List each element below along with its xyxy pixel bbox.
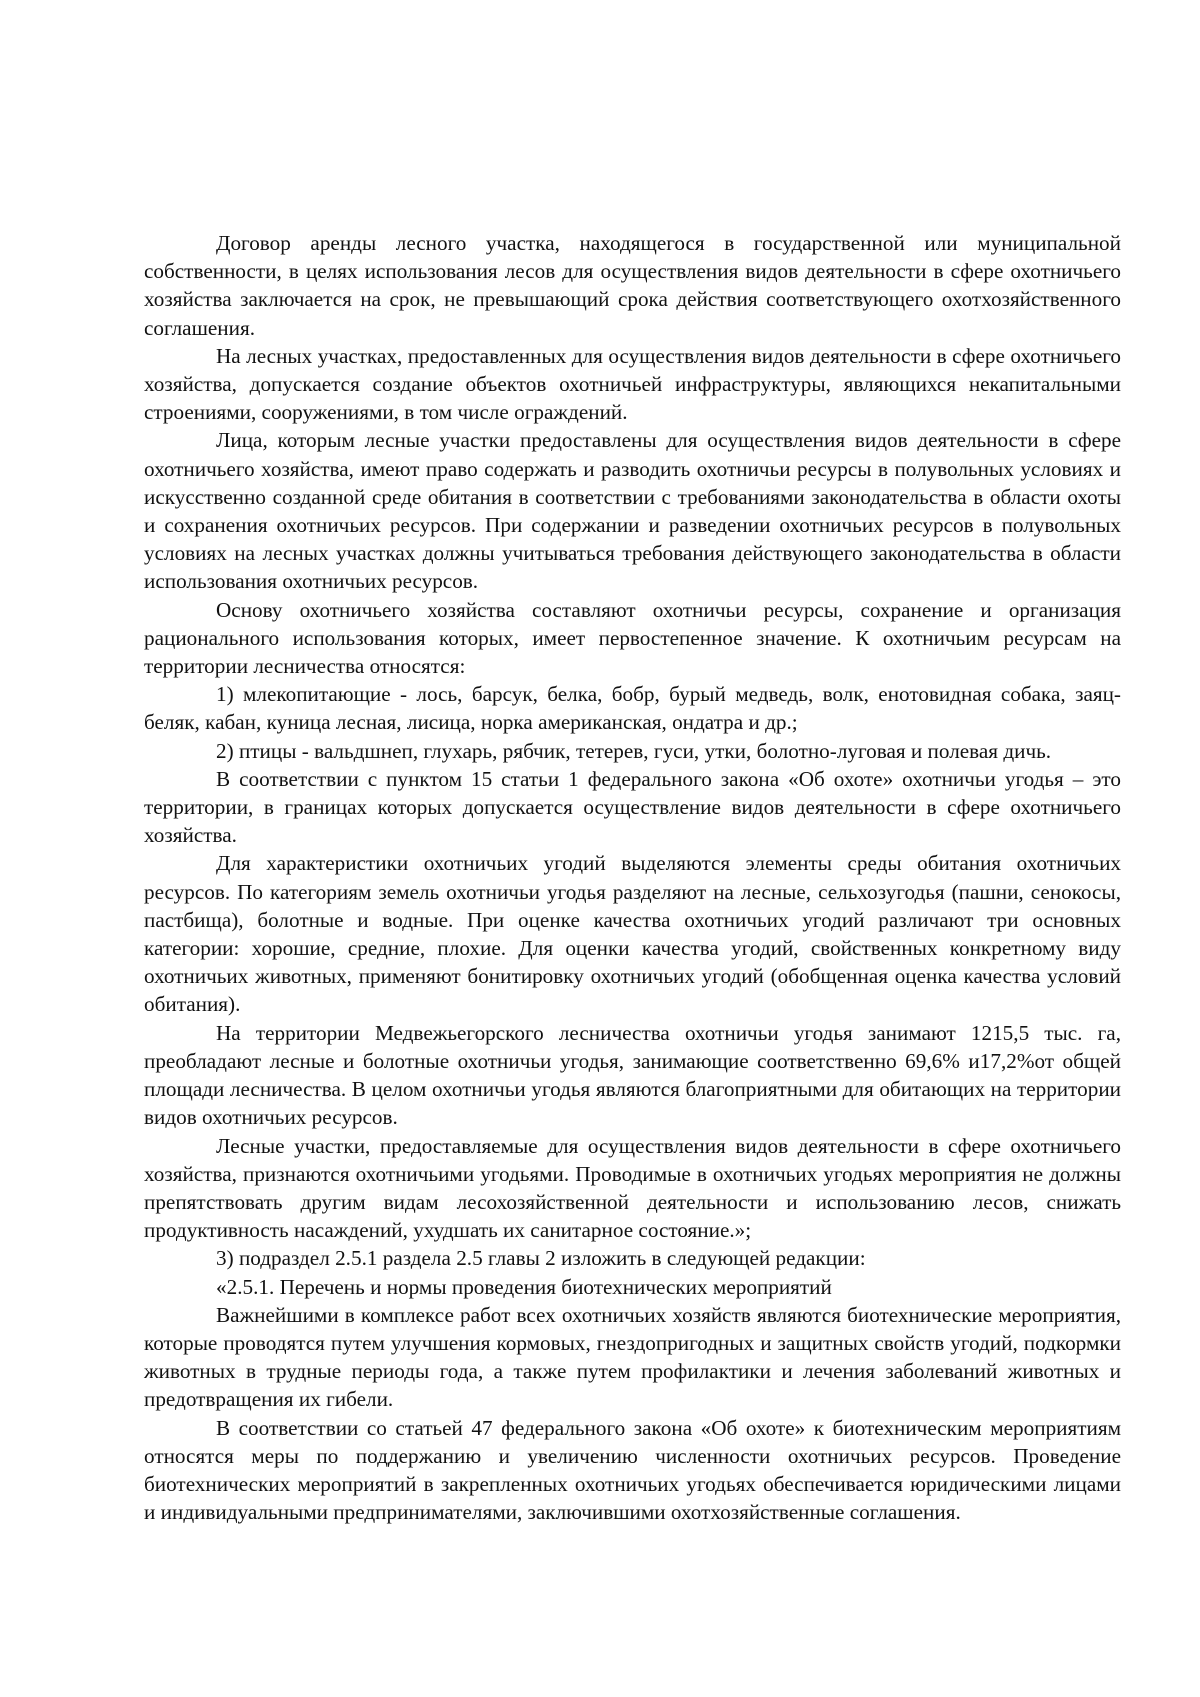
paragraph-grounds-characteristics: Для характеристики охотничьих угодий выделяются элементы среды обитания охотничьих ресурсов. По категориям земель охотничьи угодья разделяют на лесные, сельхозугодья (пашни, сенокосы, пастбища), болотные и водные. При оценке качества охотничьих угодий различают три основных категории: хорошие, средние, плохие. Для оценки качества угодий, свойственных конкретному виду охотничьих животных, применяют бонитировку охотничьих угодий (обобщенная оценка качества условий обитания).: [144, 851, 1121, 1017]
section-heading-2-5-1: «2.5.1. Перечень и нормы проведения биотехнических мероприятий: [216, 1274, 832, 1299]
paragraph-medvezhyegorsk-area: На территории Медвежьегорского лесничества охотничьи угодья занимают 1215,5 тыс. га, преобладают лесные и болотные охотничьи угодья, занимающие соответственно 69,6% и17,2%от общей площади лесничества. В целом охотничьи угодья являются благоприятными для обитающих на территории видов охотничьих ресурсов.: [144, 1020, 1121, 1130]
paragraph-hunting-resources: Основу охотничьего хозяйства составляют охотничьи ресурсы, сохранение и организация рационального использования которых, имеет первостепенное значение. К охотничьим ресурсам на территории лесничества относятся:: [144, 597, 1121, 679]
document-body: [144, 229, 1121, 1526]
list-item-mammals: 1) млекопитающие - лось, барсук, белка, бобр, бурый медведь, волк, енотовидная собака, заяц-беляк, кабан, куница лесная, лисица, норка американская, ондатра и др.;: [144, 682, 1121, 735]
paragraph-lease-term: Договор аренды лесного участка, находящегося в государственной или муниципальной собственности, в целях использования лесов для осуществления видов деятельности в сфере охотничьего хозяйства заключается на срок, не превышающий срока действия соответствующего охотхозяйственного соглашения.: [144, 231, 1121, 340]
paragraph-biotechnical-importance: Важнейшими в комплексе работ всех охотничьих хозяйств являются биотехнические мероприятия, которые проводятся путем улучшения кормовых, гнездопригодных и защитных свойств угодий, подкормки животных в трудные периоды года, а также путем профилактики и лечения заболеваний животных и предотвращения их гибели.: [144, 1302, 1121, 1412]
paragraph-infrastructure: На лесных участках, предоставленных для осуществления видов деятельности в сфере охотничьего хозяйства, допускается создание объектов охотничьей инфраструктуры, являющихся некапитальными строениями, сооружениями, в том числе ограждений.: [144, 343, 1121, 425]
paragraph-breeding-rights: Лица, которым лесные участки предоставлены для осуществления видов деятельности в сфере охотничьего хозяйства, имеют право содержать и разводить охотничьи ресурсы в полувольных условиях и искусственно созданной среде обитания в соответствии с требованиями законодательства в области охоты и сохранения охотничьих ресурсов. При содержании и разведении охотничьих ресурсов в полувольных условиях на лесных участках должны учитываться требования действующего законодательства в области использования охотничьих ресурсов.: [144, 428, 1121, 594]
paragraph-article-47: В соответствии со статьей 47 федерального закона «Об охоте» к биотехническим мероприятиям относятся меры по поддержанию и увеличению численности охотничьих ресурсов. Проведение биотехнических мероприятий в закрепленных охотничьих угодьях обеспечивается юридическими лицами и индивидуальными предпринимателями, заключившими охотхозяйственные соглашения.: [144, 1415, 1121, 1525]
paragraph-forest-plots: Лесные участки, предоставляемые для осуществления видов деятельности в сфере охотничьего хозяйства, признаются охотничьими угодьями. Проводимые в охотничьих угодьях мероприятия не должны препятствовать другим видам лесохозяйственной деятельности и использованию лесов, снижать продуктивность насаждений, ухудшать их санитарное состояние.»;: [144, 1133, 1121, 1243]
paragraph-hunting-grounds-definition: В соответствии с пунктом 15 статьи 1 федерального закона «Об охоте» охотничьи угодья – это территории, в границах которых допускается осуществление видов деятельности в сфере охотничьего хозяйства.: [144, 766, 1121, 848]
paragraph-amendment-instruction: 3) подраздел 2.5.1 раздела 2.5 главы 2 изложить в следующей редакции:: [216, 1246, 866, 1271]
list-item-birds: 2) птицы - вальдшнеп, глухарь, рябчик, тетерев, гуси, утки, болотно-луговая и полевая дичь.: [216, 738, 1052, 763]
